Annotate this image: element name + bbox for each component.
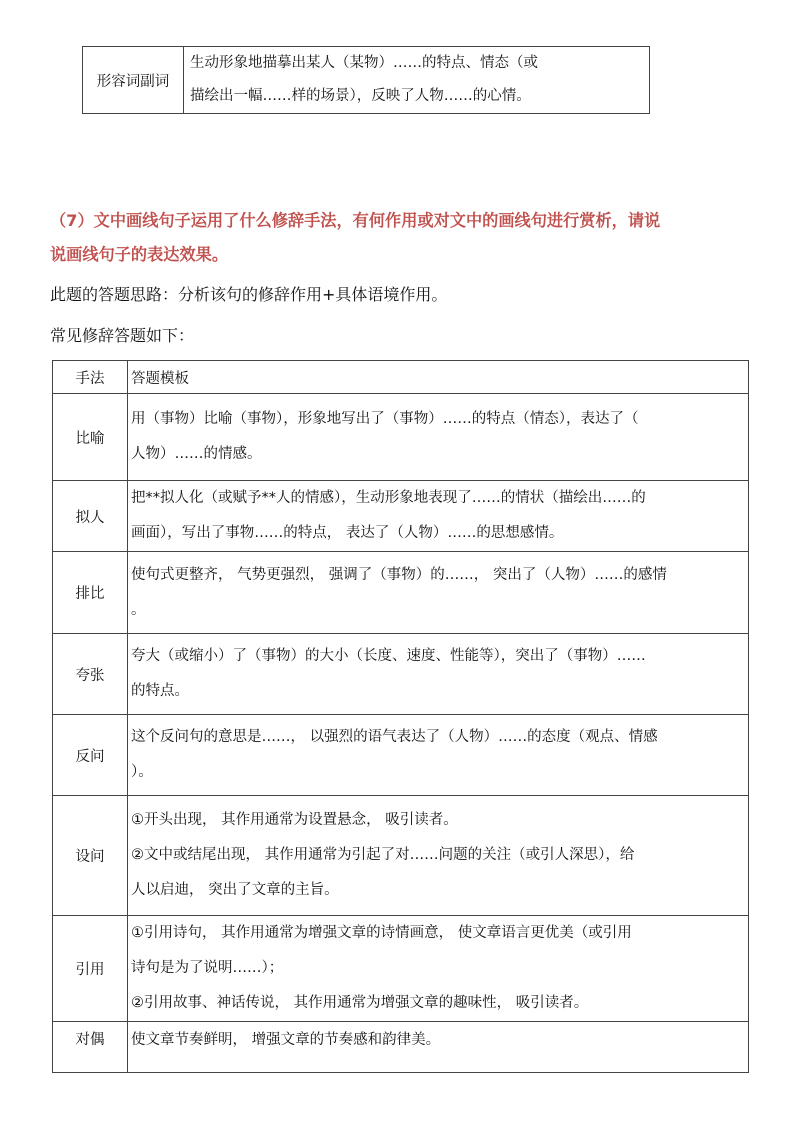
header-template (128, 361, 749, 394)
table-row (53, 394, 749, 481)
header-technique (53, 361, 128, 394)
top-table (82, 46, 650, 114)
rhetoric-table (52, 360, 749, 1073)
template-cell (128, 481, 749, 552)
table-row (53, 481, 749, 552)
template-line: 画面），写出了事物……的特点， 表达了（人物）……的思想感情。 (131, 525, 564, 541)
technique-cell (53, 634, 128, 715)
template-cell (128, 1022, 749, 1073)
table-row (53, 552, 749, 634)
template-line: 用（事物）比喻（事物），形象地写出了（事物）……的特点（情态），表达了（ (131, 411, 639, 427)
template-cell (128, 796, 749, 916)
template-line: 的特点。 (131, 683, 189, 699)
template-line: 人以启迪， 突出了文章的主旨。 (131, 882, 339, 898)
technique-cell (53, 1022, 128, 1073)
technique-cell (53, 481, 128, 552)
question-title-line: （7）文中画线句子运用了什么修辞手法，有何作用或对文中的画线句进行赏析，请说 (50, 211, 661, 230)
template-line: 使句式更整齐， 气势更强烈， 强调了（事物）的……， 突出了（人物）……的感情 (131, 566, 667, 583)
top-table-row (83, 47, 650, 114)
technique-name: 设问 (75, 849, 105, 865)
table-row (53, 1022, 749, 1073)
template-line: 人物）……的情感。 (131, 446, 262, 462)
question-title (50, 204, 755, 272)
technique-cell (53, 394, 128, 481)
technique-name: 排比 (75, 586, 105, 602)
header-technique-text: 手法 (75, 370, 105, 387)
template-cell (128, 634, 749, 715)
template-line: 。 (131, 601, 146, 618)
template-line: ）。 (131, 764, 153, 780)
header-template-text: 答题模板 (131, 370, 189, 387)
top-table-line: 生动形象地描摹出某人（某物）……的特点、情态（或 (190, 55, 538, 71)
template-line: ②引用故事、神话传说， 其作用通常为增强文章的趣味性， 吸引读者。 (131, 995, 589, 1011)
table-row (53, 715, 749, 796)
table-row (53, 796, 749, 916)
template-line: ②文中或结尾出现， 其作用通常为引起了对……问题的关注（或引人深思），给 (131, 847, 635, 863)
approach-text: 此题的答题思路：分析该句的修辞作用+具体语境作用。 (50, 285, 448, 304)
template-line: ①开头出现， 其作用通常为设置悬念， 吸引读者。 (131, 812, 458, 828)
template-cell (128, 916, 749, 1022)
table-header-row (53, 361, 749, 394)
technique-cell (53, 552, 128, 634)
technique-name: 引用 (75, 962, 105, 978)
technique-name: 比喻 (75, 430, 105, 447)
rhetoric-table-body (53, 361, 749, 1073)
top-table-label (83, 47, 184, 114)
template-cell (128, 552, 749, 634)
technique-name: 夸张 (75, 667, 105, 684)
technique-cell (53, 715, 128, 796)
template-cell (128, 715, 749, 796)
top-table-line: 描绘出一幅……样的场景），反映了人物……的心情。 (190, 88, 531, 104)
technique-cell (53, 796, 128, 916)
technique-name: 对偶 (75, 1032, 105, 1048)
technique-cell (53, 916, 128, 1022)
template-line: 把**拟人化（或赋予**人的情感），生动形象地表现了……的情状（描绘出……的 (131, 490, 646, 506)
template-cell (128, 394, 749, 481)
template-line: 这个反问句的意思是……， 以强烈的语气表达了（人物）……的态度（观点、情感 (131, 729, 658, 745)
technique-name: 拟人 (75, 509, 105, 526)
top-table-label-text: 形容词副词 (96, 73, 170, 90)
top-table-content (184, 47, 650, 114)
template-line: 夸大（或缩小）了（事物）的大小（长度、速度、性能等），突出了（事物）…… (131, 648, 646, 664)
question-title-line: 说画线句子的表达效果。 (50, 245, 229, 264)
template-line: ①引用诗句， 其作用通常为增强文章的诗情画意， 使文章语言更优美（或引用 (131, 925, 632, 941)
template-line: 使文章节奏鲜明， 增强文章的节奏感和韵律美。 (131, 1032, 441, 1048)
template-line: 诗句是为了说明……）； (131, 960, 284, 976)
table-row (53, 916, 749, 1022)
intro-text: 常见修辞答题如下： (50, 326, 195, 345)
technique-name: 反问 (75, 748, 105, 765)
table-row (53, 634, 749, 715)
